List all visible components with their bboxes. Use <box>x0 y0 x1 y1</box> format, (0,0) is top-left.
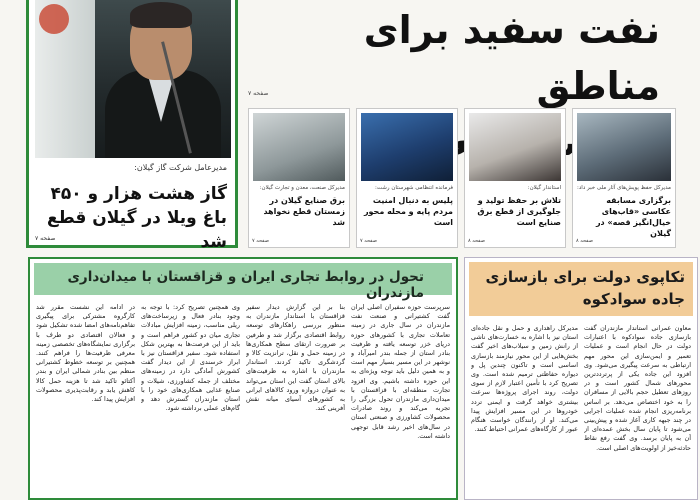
story-columns <box>36 303 450 492</box>
story-columns <box>471 324 691 493</box>
featured-page-ref: صفحه ۷ <box>35 235 56 242</box>
main-headline-page-ref: صفحه ۷ <box>248 90 269 97</box>
savadkuh-road-story[interactable] <box>464 257 698 500</box>
story-column: بنا بر این گزارش دیدار سفیر قزاقستان با استاندار مازندران به منظور بررسی راهکارهای توسعه روابط اقتصادی برگزار شد و طرفین بر ضرورت ارتقای سطح همکاری‌ها در زمینه حمل و نقل، ترانزیت کالا و گردشگری تاکید کردند. استاندار مازندران با اشاره به ظرفیت‌های بالای استان گفت این استان می‌تواند به عنوان دروازه ورود کالاهای ایرانی به کشورهای آسیای میانه نقش آفرینی کند. <box>246 303 345 413</box>
teaser-kicker: مدیرکل حفظ پویش‌های آثار ملی خبر داد: <box>577 185 671 191</box>
teaser-page-ref: صفحه ۷ <box>360 238 377 244</box>
story-banner <box>34 263 452 301</box>
teaser-kicker: استاندار گیلان: <box>527 185 561 191</box>
story-banner <box>469 262 693 316</box>
teaser-title[interactable]: پلیس به دنبال امنیت مردم پایه و محله محور است <box>363 196 453 227</box>
gas-company-logo <box>39 4 69 34</box>
teaser-page-ref: صفحه ۷ <box>252 238 269 244</box>
story-column: مدیرکل راهداری و حمل و نقل جاده‌ای استان نیز با اشاره به خسارت‌های ناشی از رانش زمین و سیلاب‌های اخیر گفت بخش‌هایی از این محور نیازمند بازسازی اساسی است و تاکنون چندین پل و دیواره حفاظتی ترمیم شده است. وی تصریح کرد با تأمین اعتبار لازم از سوی دولت، روند اجرای پروژه‌ها سرعت بیشتری خواهد گرفت و ایمنی تردد خودروها در این مسیر افزایش پیدا می‌کند. او از رانندگان خواست هنگام عبور از کارگاه‌های عمرانی احتیاط کنند. <box>471 324 578 434</box>
teaser-title[interactable]: برگزاری مسابقه عکاسی «قاب‌های خیال‌انگیز قصه» در گیلان <box>595 196 671 238</box>
featured-caption: مدیرعامل شرکت گاز گیلان: <box>134 163 227 172</box>
teaser-card[interactable] <box>572 108 676 248</box>
teaser-title[interactable]: تلاش بر حفظ تولید و جلوگیری از قطع برق صنایع است <box>477 196 561 227</box>
teaser-kicker: مدیرکل صنعت، معدن و تجارت گیلان: <box>259 185 345 191</box>
teaser-kicker: فرمانده انتظامی شهرستان رشت: <box>375 185 453 191</box>
featured-story[interactable] <box>26 0 238 252</box>
iran-kazakhstan-story[interactable] <box>28 257 458 500</box>
teaser-card[interactable] <box>356 108 458 248</box>
teaser-photo <box>577 113 671 181</box>
featured-headline[interactable]: گاز هشت هزار و ۴۵۰ باغ ویلا در گیلان قطع شد <box>47 184 227 252</box>
teaser-page-ref: صفحه ۸ <box>468 238 485 244</box>
story-column: سرپرست حوزه سفیران اصلی ایران گفت کشتیرانی و صنعت نفت مازندران در سال جاری در زمینه تعاملات تجاری با کشورهای حوزه دریای خزر توسعه یافته و ظرفیت بنادر استان از جمله بندر امیرآباد و نوشهر در این مسیر بسیار مهم است و به همین دلیل باید توجه ویژه‌ای به این حوزه داشته باشیم. وی افزود تجارت منطقه‌ای با قزاقستان با میدان‌داری مازندران تحول بزرگی را تجربه می‌کند و روند صادرات محصولات کشاورزی و صنعتی استان در سال‌های اخیر رشد قابل توجهی داشته است. <box>351 303 450 440</box>
teaser-photo <box>469 113 561 181</box>
story-column: در ادامه این نشست مقرر شد کارگروه مشترکی برای پیگیری تفاهم‌نامه‌های امضا شده تشکیل شود و فعالان اقتصادی دو طرف با برگزاری نمایشگاه‌های تخصصی زمینه معرفی ظرفیت‌ها را فراهم کنند. همچنین بر توسعه خطوط کشتیرانی منظم بین بنادر شمالی ایران و بندر آکتائو تاکید شد تا هزینه حمل کالا کاهش یابد و رقابت‌پذیری محصولات افزایش پیدا کند. <box>36 303 135 404</box>
teaser-card[interactable] <box>464 108 566 248</box>
teaser-page-ref: صفحه ۸ <box>576 238 593 244</box>
teaser-card[interactable] <box>248 108 350 248</box>
teaser-photo <box>253 113 345 181</box>
main-headline-line1: نفت سفید برای مناطق <box>363 8 660 108</box>
teaser-title[interactable]: برق صنایع گیلان در زمستان قطع نخواهد شد <box>263 196 345 227</box>
story-headline[interactable]: تحول در روابط تجاری ایران و قزاقستان با میدان‌داری مازندران <box>67 269 424 301</box>
story-headline[interactable]: تکاپوی دولت برای بازسازی جاده سوادکوه <box>485 268 685 308</box>
story-column: معاون عمرانی استاندار مازندران گفت بازسازی جاده سوادکوه با اعتبارات دولت در حال انجام است و عملیات تعمیر و ایمن‌سازی این محور مهم ارتباطی به سرعت پیگیری می‌شود. وی افزود این جاده یکی از پرترددترین محورهای شمال کشور است و در روزهای تعطیل حجم بالایی از مسافران را به خود اختصاص می‌دهد. بر اساس برنامه‌ریزی انجام شده عملیات اجرایی در چند جبهه کاری آغاز شده و پیش‌بینی می‌شود تا پایان سال بخش عمده‌ای از آن به پایان برسد. وی گفت رفع نقاط حادثه‌خیز از اولویت‌های اصلی است. <box>584 324 691 452</box>
featured-photo <box>35 0 231 158</box>
story-column: وی همچنین تصریح کرد: با توجه به وجود بنادر فعال و زیرساخت‌های ریلی مناسب، زمینه افزایش مبادلات تجاری میان دو کشور فراهم است و باید از این فرصت‌ها به بهترین شکل استفاده شود. سفیر قزاقستان نیز با ابراز خرسندی از این دیدار گفت کشورش آمادگی دارد در زمینه‌های مختلف از جمله کشاورزی، شیلات و صنایع غذایی همکاری‌های خود را با استان مازندران گسترش دهد و گام‌های عملی برداشته شود. <box>141 303 240 413</box>
teaser-photo <box>361 113 453 181</box>
